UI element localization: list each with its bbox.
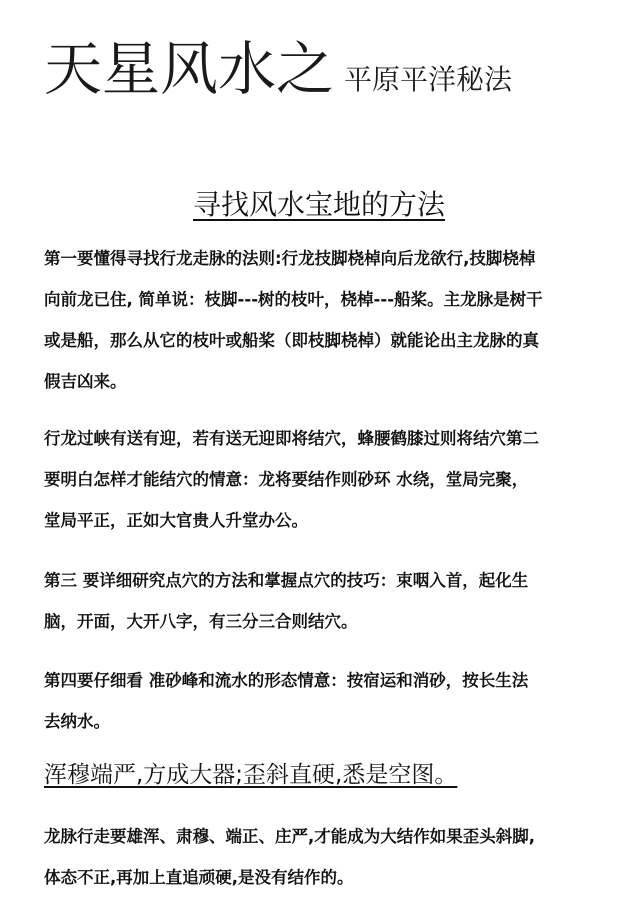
paragraph-1: 第一要懂得寻找行龙走脉的法则:行龙技脚桡棹向后龙欲行,技脚桡棹 向前龙已住, 简单说：枝脚---树的枝叶，桡棹---船桨。主龙脉是树干 或是船，那么从它的枝叶或船桨（即枝脚桡棹）就能论出主龙脉的真 假吉凶来。 [44, 249, 543, 391]
title-subtitle: 平原平洋秘法 [344, 63, 513, 96]
paragraph-4: 第四要仔细看 准砂峰和流水的形态情意：按宿运和消砂，按长生法 去纳水。 [44, 671, 529, 731]
paragraph-3: 第三 要详细研究点穴的方法和掌握点穴的技巧：束咽入首，起化生 脑，开面，大开八字，有三分三合则结穴。 [44, 571, 529, 631]
document-title [44, 22, 512, 106]
motto-heading: 浑穆端严,方成大器;歪斜直硬,悉是空图。 [44, 762, 458, 788]
title-main: 天星风水之 [44, 35, 335, 103]
section-heading: 寻找风水宝地的方法 [192, 188, 445, 221]
paragraph-2: 行龙过峡有送有迎，若有送无迎即将结穴，蜂腰鹤膝过则将结穴第二 要明白怎样才能结穴的情意：龙将要结作则砂环 水绕，堂局完聚， 堂局平正，正如大官贵人升堂办公。 [44, 429, 539, 530]
paragraph-5: 龙脉行走要雄浑、肃穆、端正、庄严,才能成为大结作如果歪头斜脚, 体态不正,再加上直追顽硬,是没有结作的。 [44, 827, 536, 887]
